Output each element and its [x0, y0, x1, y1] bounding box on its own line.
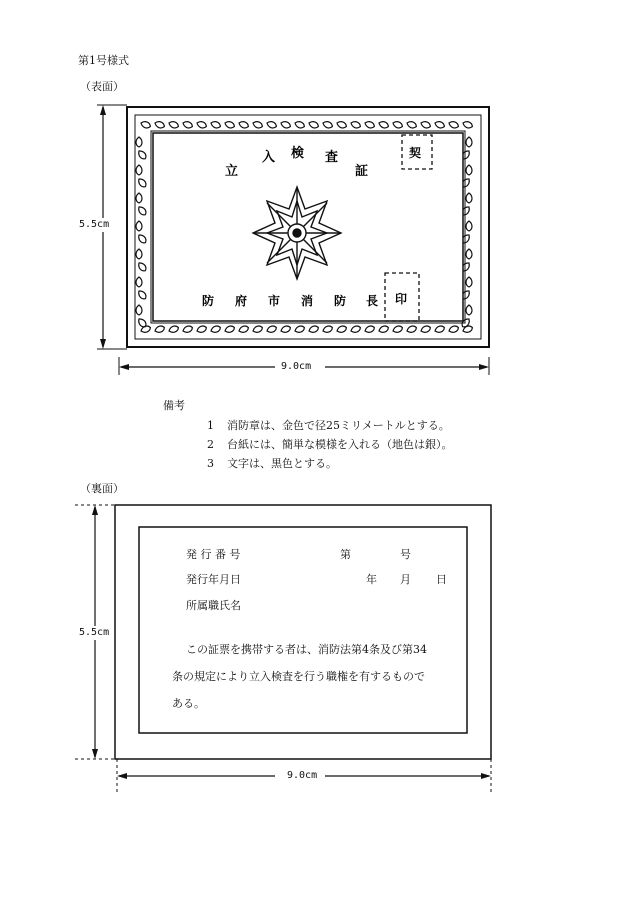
leaf-motif [182, 325, 193, 334]
leaf-motif [136, 193, 142, 203]
issue-number-label: 発 行 番 号 [186, 548, 241, 561]
leaf-motif [466, 165, 472, 175]
leaf-motif [210, 325, 221, 334]
leaf-motif [196, 120, 207, 129]
leaf-motif [392, 325, 403, 334]
leaf-motif [238, 120, 249, 129]
leaf-motif [252, 120, 263, 129]
leaf-motif [168, 120, 179, 129]
note-2-text: 台紙には、簡単な模様を入れる（地色は銀）。 [227, 438, 453, 451]
issuer-char-1: 防 [202, 294, 215, 308]
leaf-motif [154, 120, 165, 129]
issue-number-go: 号 [400, 548, 411, 561]
leaf-motif [137, 205, 148, 217]
title-char-5: 証 [355, 164, 369, 179]
leaf-motif [137, 233, 148, 245]
leaf-motif [280, 120, 291, 129]
issue-date-month: 月 [400, 573, 411, 586]
statement-line-3: ある。 [172, 697, 205, 710]
leaf-motif [224, 325, 235, 334]
leaf-motif [378, 120, 389, 129]
leaf-motif [252, 325, 263, 334]
issuer-char-3: 市 [268, 294, 281, 308]
leaf-motif [136, 249, 142, 259]
leaf-motif [140, 120, 151, 129]
issuer-char-6: 長 [366, 294, 379, 308]
leaf-motif [136, 137, 142, 147]
note-2-num: 2 [207, 438, 214, 451]
leaf-motif [137, 177, 148, 189]
leaf-motif [350, 325, 361, 334]
leaf-motif [448, 120, 459, 129]
seal-bottom-label: 印 [395, 292, 408, 306]
issue-date-label: 発行年月日 [186, 573, 241, 586]
leaf-motif [336, 325, 347, 334]
note-3-num: 3 [207, 457, 214, 470]
back-width-label: 9.0cm [287, 770, 318, 781]
title-char-1: 立 [225, 164, 239, 179]
issue-number-dai: 第 [340, 548, 351, 561]
seal-top-label: 契 [409, 146, 422, 160]
leaf-motif [466, 193, 472, 203]
leaf-motif [137, 289, 148, 301]
back-heading: （裏面） [80, 482, 124, 495]
front-card-figure [75, 95, 515, 380]
leaf-motif [136, 277, 142, 287]
back-outer-border [115, 505, 491, 759]
leaf-motif [420, 120, 431, 129]
front-height-label: 5.5cm [79, 219, 110, 230]
leaf-motif [378, 325, 389, 334]
leaf-motif [136, 165, 142, 175]
leaf-motif [462, 120, 473, 129]
leaf-motif [322, 325, 333, 334]
leaf-motif [136, 305, 142, 315]
leaf-motif [434, 120, 445, 129]
leaf-motif [466, 305, 472, 315]
affiliation-label: 所属職氏名 [186, 599, 241, 612]
leaf-motif [266, 120, 277, 129]
statement-line-2: 条の規定により立入検査を行う職権を有するもので [172, 670, 425, 683]
issue-date-day: 日 [436, 573, 447, 586]
leaf-motif [308, 325, 319, 334]
leaf-motif [406, 120, 417, 129]
statement-line-1: この証票を携帯する者は、消防法第4条及び第34 [186, 643, 427, 656]
front-heading: （表面） [80, 80, 124, 93]
leaf-motif [448, 325, 459, 334]
issue-date-year: 年 [366, 573, 377, 586]
title-char-4: 査 [325, 150, 339, 165]
leaf-motif [336, 120, 347, 129]
title-char-2: 入 [262, 150, 276, 165]
leaf-motif [136, 221, 142, 231]
leaf-motif [154, 325, 165, 334]
leaf-motif [238, 325, 249, 334]
leaf-motif [294, 120, 305, 129]
leaf-motif [406, 325, 417, 334]
leaf-motif [466, 249, 472, 259]
leaf-motif [420, 325, 431, 334]
leaf-motif [137, 261, 148, 273]
leaf-motif [350, 120, 361, 129]
leaf-motif [168, 325, 179, 334]
title-char-3: 検 [291, 146, 305, 161]
leaf-motif [364, 120, 375, 129]
front-width-label: 9.0cm [281, 361, 312, 372]
leaf-motif [462, 325, 473, 334]
leaf-motif [196, 325, 207, 334]
leaf-motif [308, 120, 319, 129]
leaf-motif [266, 325, 277, 334]
leaf-motif [364, 325, 375, 334]
fire-department-emblem-icon [253, 187, 341, 279]
leaf-motif [466, 277, 472, 287]
leaf-motif [137, 149, 148, 161]
leaf-motif [210, 120, 221, 129]
leaf-motif [392, 120, 403, 129]
leaf-motif [137, 317, 148, 329]
back-height-label: 5.5cm [79, 627, 110, 638]
issuer-char-5: 防 [334, 294, 347, 308]
leaf-motif [182, 120, 193, 129]
leaf-motif [434, 325, 445, 334]
issuer-char-4: 消 [301, 294, 314, 308]
note-1-text: 消防章は、金色で径25ミリメートルとする。 [227, 419, 450, 432]
leaf-motif [466, 137, 472, 147]
leaf-motif [280, 325, 291, 334]
leaf-motif [466, 221, 472, 231]
form-title: 第1号様式 [78, 54, 129, 67]
leaf-motif [224, 120, 235, 129]
leaf-motif [322, 120, 333, 129]
notes-title: 備考 [163, 399, 185, 412]
issuer-char-2: 府 [235, 294, 248, 308]
leaf-motif [294, 325, 305, 334]
note-3-text: 文字は、黒色とする。 [227, 457, 337, 470]
note-1-num: 1 [207, 419, 214, 432]
